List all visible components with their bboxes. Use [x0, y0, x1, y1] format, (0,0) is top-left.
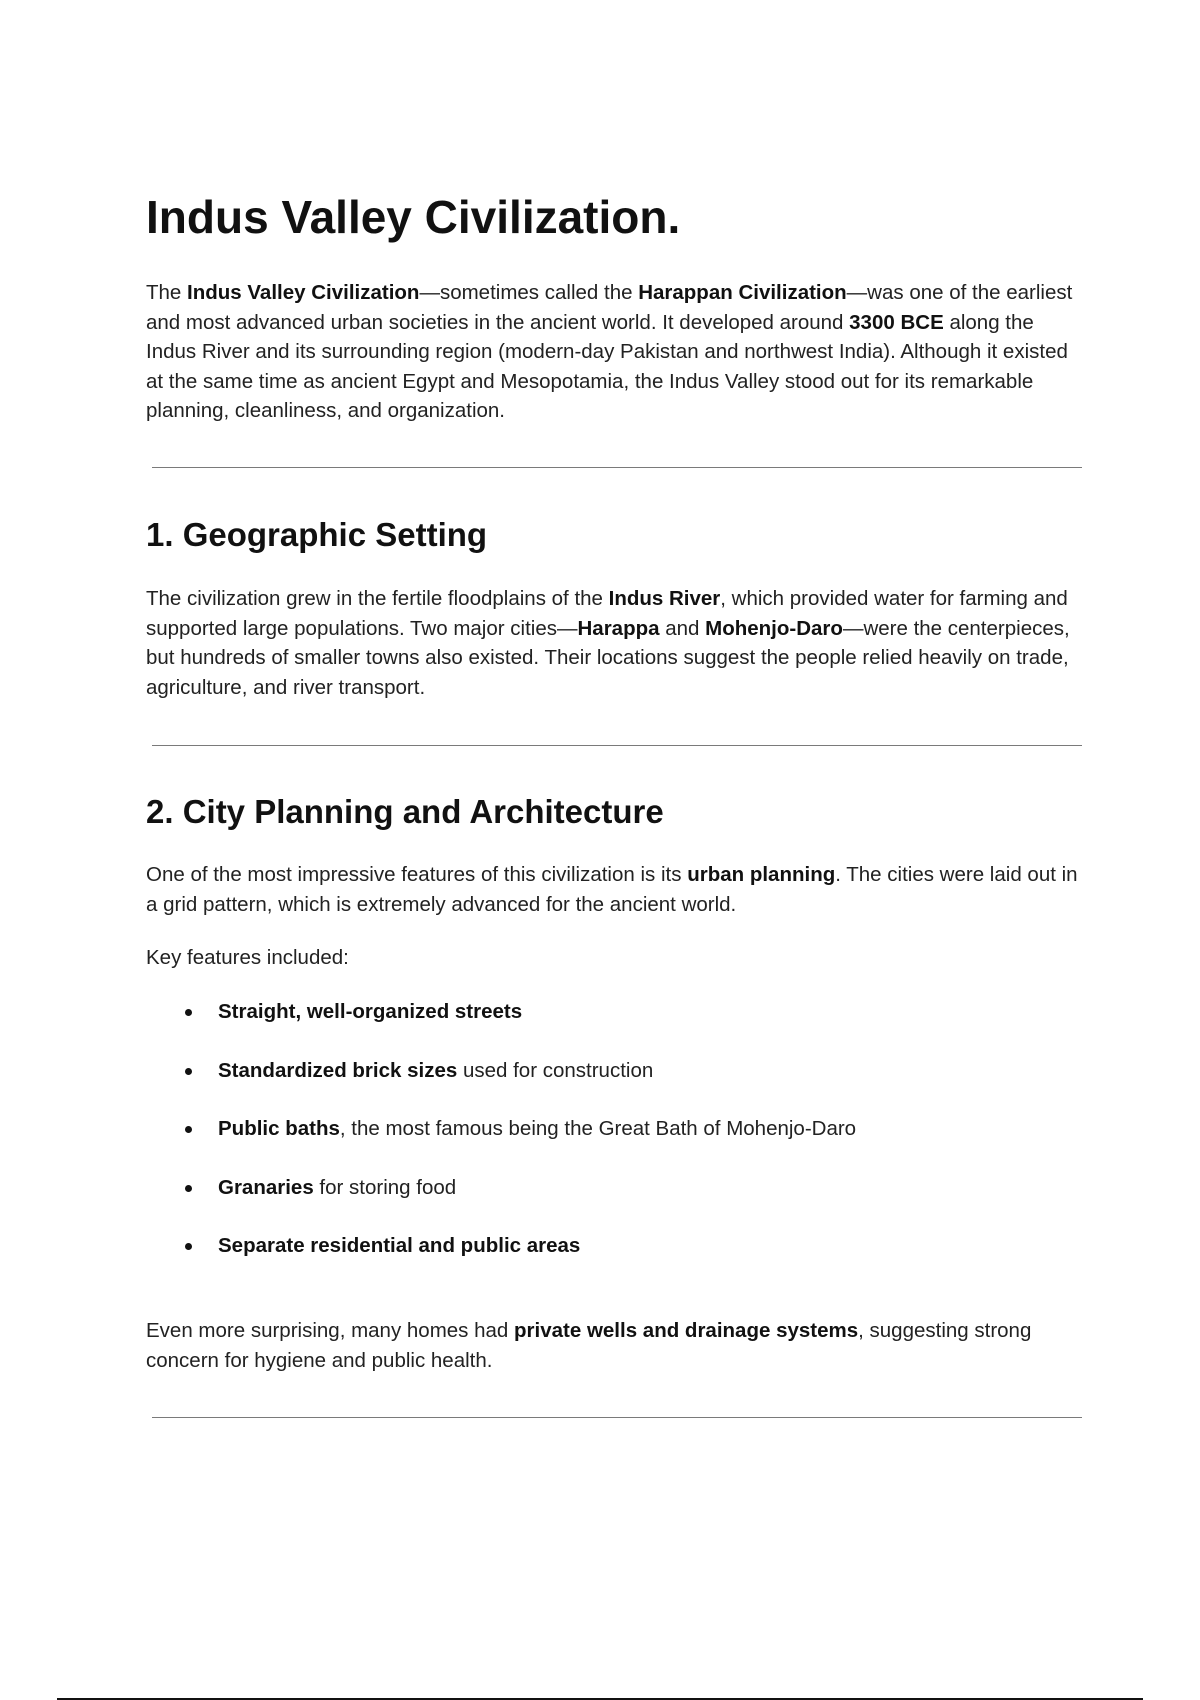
city-text-1: One of the most impressive features of this civilization is its: [146, 863, 688, 886]
bullet-icon: [185, 1068, 192, 1075]
section-divider: [152, 467, 1082, 468]
geographic-paragraph: [146, 584, 1086, 702]
intro-text-4: along the Indus River and its surrounding region (modern-day Pakistan and northwest India). Although it existed at the same time as ancient Egypt and Mesopotamia, the Indus Valley stood out for its remarkable planning, cleanliness, and organization.: [146, 310, 1068, 422]
list-item: [146, 1114, 1086, 1173]
city-bold-urban-planning: urban planning: [687, 863, 836, 886]
hygiene-bold-wells-drainage: private wells and drainage systems: [514, 1319, 859, 1342]
list-item-bold: Public baths: [218, 1117, 340, 1140]
list-item-bold: Straight, well-organized streets: [218, 1000, 523, 1023]
section-heading-geographic-setting: 1. Geographic Setting: [146, 516, 488, 553]
intro-text-2: —sometimes called the: [419, 281, 639, 304]
intro-text-1: The: [146, 281, 188, 304]
key-features-list-wrapper: [146, 997, 1086, 1290]
list-item-bold: Separate residential and public areas: [218, 1234, 581, 1257]
key-features-list: [146, 997, 1086, 1290]
geo-bold-mohenjo-daro: Mohenjo-Daro: [705, 616, 843, 640]
intro-bold-date: 3300 BCE: [849, 310, 944, 334]
intro-text-3: —was one of the earliest and most advanced urban societies in the ancient world. It developed around: [146, 281, 1073, 334]
intro-bold-harappan: Harappan Civilization: [638, 281, 847, 304]
geo-text-2: , which provided water for farming and supported large populations. Two major cities—: [146, 587, 1068, 640]
bullet-icon: [185, 1126, 192, 1133]
key-features-label: Key features included:: [146, 946, 349, 969]
section-divider: [152, 1417, 1082, 1418]
hygiene-text-1: Even more surprising, many homes had: [146, 1319, 515, 1342]
city-text-2: . The cities were laid out in a grid pattern, which is extremely advanced for the ancient world.: [146, 863, 1078, 916]
list-item-text: , the most famous being the Great Bath of Mohenjo-Daro: [339, 1117, 857, 1140]
geo-text-4: —were the centerpieces, but hundreds of smaller towns also existed. Their locations suggest the people relied heavily on trade, agriculture, and river transport.: [146, 616, 1070, 699]
intro-paragraph: [146, 278, 1086, 426]
geo-text-1: The civilization grew in the fertile floodplains of the: [146, 587, 609, 610]
list-item-bold: Standardized brick sizes: [218, 1058, 458, 1082]
bullet-icon: [185, 1243, 192, 1250]
geo-bold-indus-river: Indus River: [608, 587, 721, 610]
list-item: [146, 1231, 1086, 1290]
page-title: Indus Valley Civilization.: [146, 191, 681, 243]
city-planning-paragraph: [146, 860, 1086, 919]
list-item: [146, 997, 1086, 1056]
section-divider: [152, 745, 1082, 746]
bullet-icon: [185, 1009, 192, 1016]
list-item: [146, 1056, 1086, 1115]
hygiene-text-2: , suggesting strong concern for hygiene and public health.: [146, 1319, 1032, 1372]
list-item-bold: Granaries: [218, 1175, 314, 1199]
list-item-text: used for construction: [457, 1058, 654, 1082]
geo-text-3: and: [659, 616, 706, 640]
list-item: [146, 1173, 1086, 1232]
hygiene-paragraph: [146, 1316, 1086, 1375]
section-heading-city-planning: 2. City Planning and Architecture: [146, 793, 664, 830]
intro-bold-indus-valley: Indus Valley Civilization: [187, 281, 420, 304]
list-item-text: for storing food: [313, 1175, 457, 1199]
geo-bold-harappa: Harappa: [577, 616, 660, 640]
bullet-icon: [185, 1185, 192, 1192]
